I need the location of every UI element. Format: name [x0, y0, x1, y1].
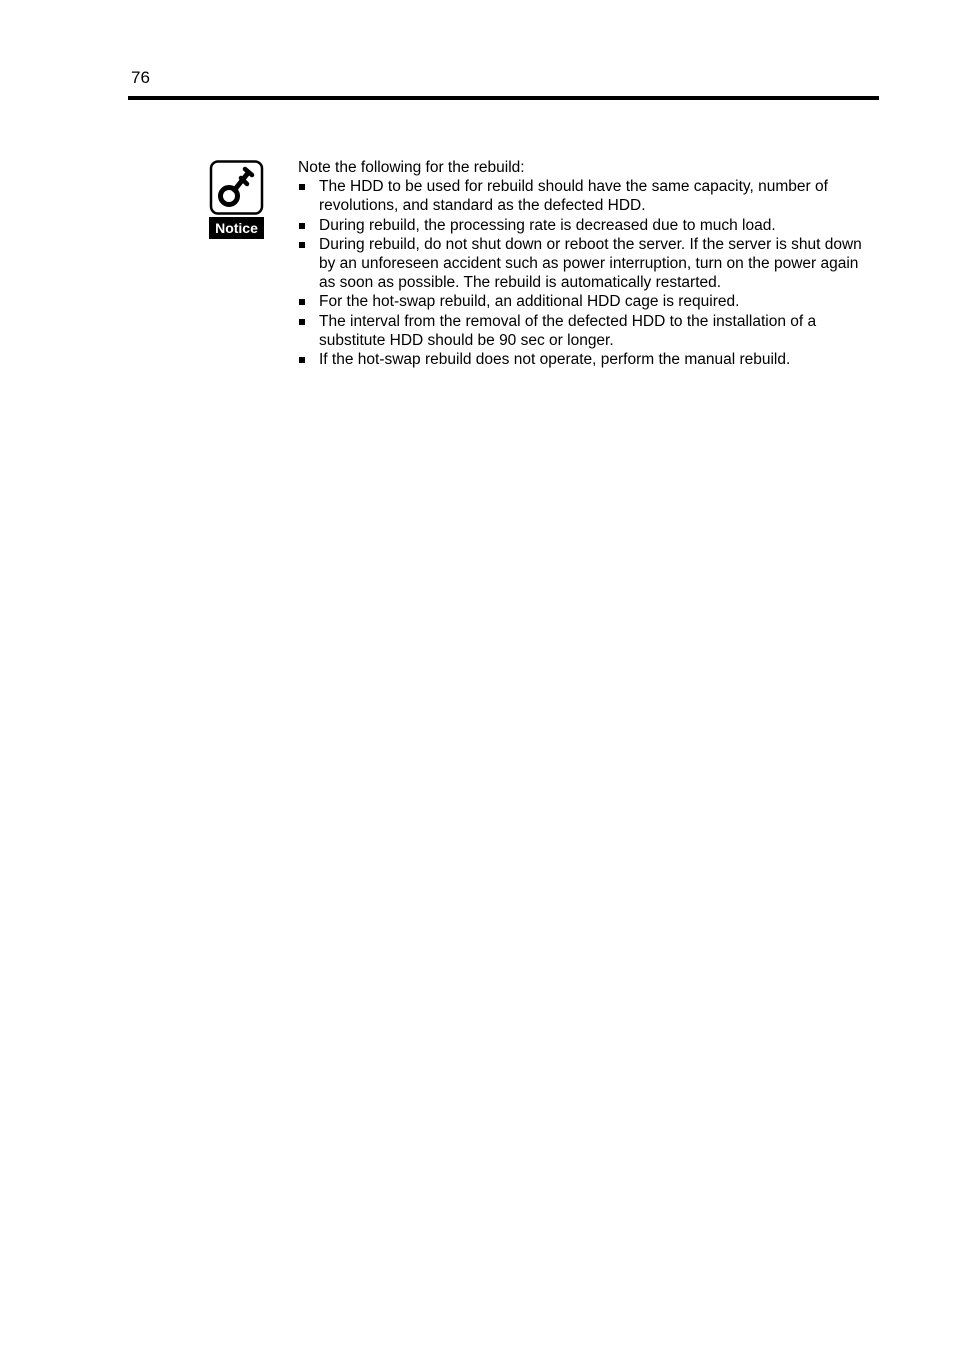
list-item: For the hot-swap rebuild, an additional HDD cage is required. [298, 292, 868, 311]
list-item: During rebuild, the processing rate is decreased due to much load. [298, 216, 868, 235]
bullet-icon [299, 357, 305, 363]
bullet-icon [299, 299, 305, 305]
bullet-icon [299, 242, 305, 248]
bullet-icon [299, 184, 305, 190]
list-item: If the hot-swap rebuild does not operate, perform the manual rebuild. [298, 350, 868, 369]
list-item: During rebuild, do not shut down or reboot the server. If the server is shut down by an unforeseen accident such as power interruption, turn on the power again as soon as possible. The rebuild is automatically restarted. [298, 235, 868, 293]
bullet-icon [299, 319, 305, 325]
notice-list [298, 177, 868, 369]
notice-icon [209, 160, 265, 240]
list-item: The interval from the removal of the defected HDD to the installation of a substitute HDD should be 90 sec or longer. [298, 312, 868, 350]
list-item: The HDD to be used for rebuild should have the same capacity, number of revolutions, and standard as the defected HDD. [298, 177, 868, 215]
page-number: 76 [131, 68, 150, 87]
header-rule [128, 96, 879, 100]
notice-label: Notice [209, 217, 264, 239]
key-icon [209, 160, 265, 216]
notice-intro: Note the following for the rebuild: [298, 159, 525, 176]
bullet-icon [299, 223, 305, 229]
notice-body [298, 158, 868, 369]
